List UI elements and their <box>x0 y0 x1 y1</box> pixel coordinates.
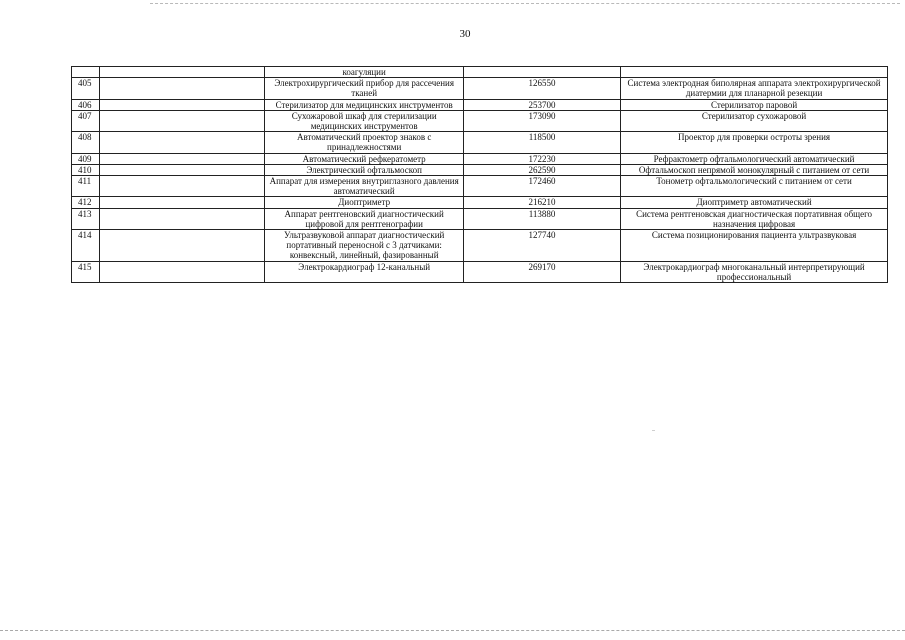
cell-num: 407 <box>72 110 100 131</box>
cell-num: 411 <box>72 176 100 197</box>
cell-name: Автоматический проектор знаков с принадлежностями <box>265 132 464 153</box>
cell-name: Сухожаровой шкаф для стерилизации медицинских инструментов <box>265 110 464 131</box>
table-row <box>72 197 888 208</box>
scan-edge-bottom <box>0 630 905 631</box>
table-row <box>72 132 888 153</box>
cell-empty <box>99 197 264 208</box>
table-row <box>72 230 888 262</box>
continuation-row <box>72 67 888 78</box>
cell-empty <box>99 153 264 164</box>
cell-name: Стерилизатор для медицинских инструментов <box>265 99 464 110</box>
cell-num: 409 <box>72 153 100 164</box>
cell-code: 126550 <box>463 78 620 99</box>
cell-num: 414 <box>72 230 100 262</box>
cell-empty <box>99 132 264 153</box>
cell-type: Система электродная биполярная аппарата электрохирургической диатермии для планарной резекции <box>621 78 888 99</box>
cell-name: коагуляции <box>265 67 464 78</box>
cell-code <box>463 67 620 78</box>
cell-type: Стерилизатор сухожаровой <box>621 110 888 131</box>
cell-code: 172230 <box>463 153 620 164</box>
cell-type: Стерилизатор паровой <box>621 99 888 110</box>
table-row <box>72 153 888 164</box>
cell-num: 412 <box>72 197 100 208</box>
equipment-table <box>71 66 888 283</box>
cell-name: Аппарат для измерения внутриглазного давления автоматический <box>265 176 464 197</box>
table-row <box>72 99 888 110</box>
cell-empty <box>99 261 264 282</box>
cell-code: 253700 <box>463 99 620 110</box>
cell-type <box>621 67 888 78</box>
table-row <box>72 261 888 282</box>
cell-num: 408 <box>72 132 100 153</box>
cell-type: Офтальмоскоп непрямой монокулярный с питанием от сети <box>621 164 888 175</box>
cell-num: 410 <box>72 164 100 175</box>
cell-name: Электрокардиограф 12-канальный <box>265 261 464 282</box>
page-number: 30 <box>459 28 471 40</box>
cell-code: 216210 <box>463 197 620 208</box>
cell-name: Ультразвуковой аппарат диагностический портативный переносной с 3 датчиками: конвексный, линейный, фазированный <box>265 230 464 262</box>
cell-empty <box>99 78 264 99</box>
cell-name: Электрический офтальмоскоп <box>265 164 464 175</box>
cell-type: Диоптриметр автоматический <box>621 197 888 208</box>
cell-code: 172460 <box>463 176 620 197</box>
cell-empty <box>99 164 264 175</box>
table-row <box>72 208 888 229</box>
cell-type: Система позиционирования пациента ультразвуковая <box>621 230 888 262</box>
cell-name: Диоптриметр <box>265 197 464 208</box>
cell-name: Автоматический рефкератометр <box>265 153 464 164</box>
cell-type: Электрокардиограф многоканальный интерпретирующий профессиональный <box>621 261 888 282</box>
cell-name: Электрохирургический прибор для рассечения тканей <box>265 78 464 99</box>
cell-code: 173090 <box>463 110 620 131</box>
cell-num: 405 <box>72 78 100 99</box>
cell-empty <box>99 110 264 131</box>
cell-empty <box>99 99 264 110</box>
cell-type: Система рентгеновская диагностическая портативная общего назначения цифровая <box>621 208 888 229</box>
cell-code: 127740 <box>463 230 620 262</box>
table-row <box>72 176 888 197</box>
cell-type: Рефрактометр офтальмологический автоматический <box>621 153 888 164</box>
table-row <box>72 110 888 131</box>
cell-empty <box>99 230 264 262</box>
table-row <box>72 78 888 99</box>
cell-code: 118500 <box>463 132 620 153</box>
cell-name: Аппарат рентгеновский диагностический цифровой для рентгенографии <box>265 208 464 229</box>
cell-empty <box>99 208 264 229</box>
cell-type: Проектор для проверки остроты зрения <box>621 132 888 153</box>
cell-num: 413 <box>72 208 100 229</box>
scan-speck <box>652 430 655 431</box>
cell-empty <box>99 176 264 197</box>
cell-code: 269170 <box>463 261 620 282</box>
cell-type: Тонометр офтальмологический с питанием от сети <box>621 176 888 197</box>
scan-edge-top <box>150 3 900 4</box>
cell-num: 406 <box>72 99 100 110</box>
cell-code: 262590 <box>463 164 620 175</box>
table-row <box>72 164 888 175</box>
cell-code: 113880 <box>463 208 620 229</box>
cell-num: 415 <box>72 261 100 282</box>
cell-empty <box>99 67 264 78</box>
cell-num <box>72 67 100 78</box>
